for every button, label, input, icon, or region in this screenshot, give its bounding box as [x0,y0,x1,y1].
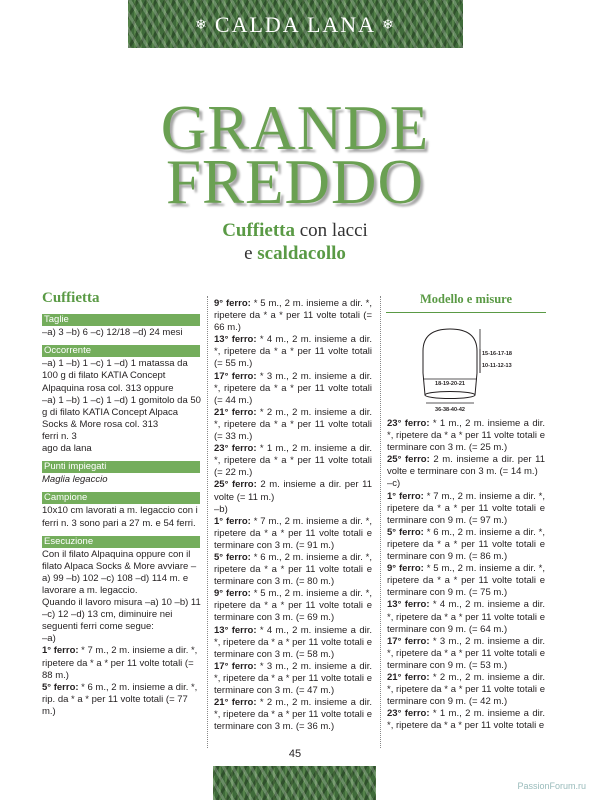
column-divider [207,296,208,748]
row-b5: 5° ferro: * 6 m., 2 m. insieme a dir. *, ripetere da * a * per 11 volte totali e terminare con 3 m. (= 80 m.) [214,551,372,588]
text-occorrente-4: ago da lana [42,443,92,455]
hat-side-line [475,373,477,395]
hat-brim-ellipse [425,392,475,399]
subtitle-line2 [0,243,590,265]
text-punti: Maglia legaccio [42,474,108,486]
text-occorrente-1: –a) 1 –b) 1 –c) 1 –d) 1 matassa da 100 g di filato KATIA Concept Alpaquina rosa col. 313 oppure [42,358,188,394]
column-divider [380,296,381,748]
page-number: 45 [288,748,302,760]
row-c21: 21° ferro: * 2 m., 2 m. insieme a dir. *, ripetere da * a * per 11 volte totali e terminare con 9 m. (= 42 m.) [387,671,545,708]
row-a21: 21° ferro: * 2 m., 2 m. insieme a dir. *, ripetere da * a * per 11 volte totali (= 33 m.) [214,406,372,443]
row-a25: 25° ferro: 2 m. insieme a dir. per 11 volte (= 11 m.) [214,479,372,503]
dim-circumference: 36-38-40-42 [435,407,465,413]
subtitle-line1 [0,220,590,242]
dim-height-outer: 15-16-17-18 [482,351,512,357]
row-a13: 13° ferro: * 4 m., 2 m. insieme a dir. *, ripetere da * a * per 11 volte totali (= 55 m.) [214,334,372,370]
column-3 [387,418,545,732]
watermark: PassionForum.ru [517,781,586,791]
row-b13: 13° ferro: * 4 m., 2 m. insieme a dir. *, ripetere da * a * per 11 volte totali e terminare con 3 m. (= 58 m.) [214,624,372,660]
row-a9: 9° ferro: * 5 m., 2 m. insieme a dir. *, ripetere da * a * per 11 volte totali (= 66 m.) [214,298,372,334]
row-b21: 21° ferro: * 2 m., 2 m. insieme a dir. *, ripetere da * a * per 11 volte totali e terminare con 3 m. (= 36 m.) [214,697,372,733]
dim-height-inner: 10-11-12-13 [482,363,512,369]
label-campione: Campione [42,492,200,504]
subtitle-pre2: e [244,243,258,264]
subtitle-rest1: con lacci [295,220,368,241]
row-b1: 1° ferro: * 7 m., 2 m. insieme a dir. *, ripetere da * a * per 11 volte totali e terminare con 3 m. (= 91 m.) [214,515,372,551]
row-c9: 9° ferro: * 5 m., 2 m. insieme a dir. *, ripetere da * a * per 11 volte totali e terminare con 9 m. (= 75 m.) [387,563,545,599]
row-c5: 5° ferro: * 6 m., 2 m. insieme a dir. *, ripetere da * a * per 11 volte totali e terminare con 9 m. (= 86 m.) [387,526,545,563]
row-b25: 25° ferro: 2 m. insieme a dir. per 11 volte e terminare con 3 m. (= 14 m.) [387,454,545,478]
snowflake-icon: ❄ [195,18,209,33]
row-c17: 17° ferro: * 3 m., 2 m. insieme a dir. *, ripetere da * a * per 11 volte totali e terminare con 9 m. (= 53 m.) [387,635,545,671]
text-taglie: –a) 3 –b) 6 –c) 12/18 –d) 24 mesi [42,327,183,339]
size-b-label: –b) [214,503,228,515]
label-punti: Punti impiegati [42,461,200,473]
modello-title: Modello e misure [419,292,513,306]
row-c1: 1° ferro: * 7 m., 2 m. insieme a dir. *, ripetere da * a * per 11 volte totali e terminare con 9 m. (= 97 m.) [387,490,545,526]
row-a17: 17° ferro: * 3 m., 2 m. insieme a dir. *, ripetere da * a * per 11 volte totali (= 44 m.) [214,370,372,406]
row-c13: 13° ferro: * 4 m., 2 m. insieme a dir. *, ripetere da * a * per 11 volte totali e terminare con 9 m. (= 64 m.) [387,599,545,635]
page-title-line2: FREDDO [165,147,425,217]
row-b17: 17° ferro: * 3 m., 2 m. insieme a dir. *, ripetere da * a * per 11 volte totali e terminare con 3 m. (= 47 m.) [214,660,372,696]
page-title-line1: GRANDE [160,93,430,163]
text-esecuzione-2: Quando il lavoro misura –a) 10 –b) 11 –c) 12 –d) 13 cm, diminuire nei seguenti ferri come segue: [42,597,201,633]
hat-side-line [423,373,425,395]
text-campione: 10x10 cm lavorati a m. legaccio con i ferri n. 3 sono pari a 27 m. e 54 ferri. [42,505,198,529]
hat-schematic [386,315,546,415]
row-b23: 23° ferro: * 1 m., 2 m. insieme a dir. *, ripetere da * a * per 11 volte totali e terminare con 3 m. (= 25 m.) [387,418,545,454]
label-esecuzione: Esecuzione [42,536,200,548]
row-a5: 5° ferro: * 6 m., 2 m. insieme a dir. *, rip. da * a * per 11 volte totali (= 77 m.) [42,681,198,717]
row-a23: 23° ferro: * 1 m., 2 m. insieme a dir. *, ripetere da * a * per 11 volte totali (= 22 m.) [214,443,372,479]
header-knit-band [128,0,463,48]
modello-rule [386,312,546,313]
text-occorrente-3: ferri n. 3 [42,430,77,442]
row-c23: 23° ferro: * 1 m., 2 m. insieme a dir. *, ripetere da * a * per 11 volte totali e [387,708,545,732]
brand-title [128,12,463,38]
text-esecuzione-3: –a) [42,633,56,645]
label-taglie: Taglie [42,314,200,326]
column-2 [214,298,372,733]
modello-misure-box [386,292,546,415]
hat-outline [423,329,477,373]
footer-knit-band [213,766,376,800]
dim-width: 18-19-20-21 [435,381,465,387]
brand-name: CALDA LANA [214,12,377,37]
text-esecuzione-1: Con il filato Alpaquina oppure con il filato Alpaca Socks & More avviare –a) 99 –b) 102 –c) 108 –d) 114 m. e lavorare a m. legaccio. [42,548,197,596]
subtitle-bold2: scaldacollo [257,243,346,264]
text-occorrente-2: –a) 1 –b) 1 –c) 1 –d) 1 gomitolo da 50 g di filato KATIA Concept Alpaca Socks & More rosa col. 313 [42,394,201,430]
column-cuffietta [42,292,202,718]
size-c-label: –c) [387,478,401,490]
label-occorrente: Occorrente [42,345,200,357]
subtitle-bold1: Cuffietta [222,220,295,241]
row-b9: 9° ferro: * 5 m., 2 m. insieme a dir. *, ripetere da * a * per 11 volte totali e terminare con 3 m. (= 69 m.) [214,588,372,624]
section-title-cuffietta: Cuffietta [42,290,100,306]
snowflake-icon: ❄ [382,18,396,33]
row-a1: 1° ferro: * 7 m., 2 m. insieme a dir. *, ripetere da * a * per 11 volte totali (= 88 m.) [42,645,198,681]
